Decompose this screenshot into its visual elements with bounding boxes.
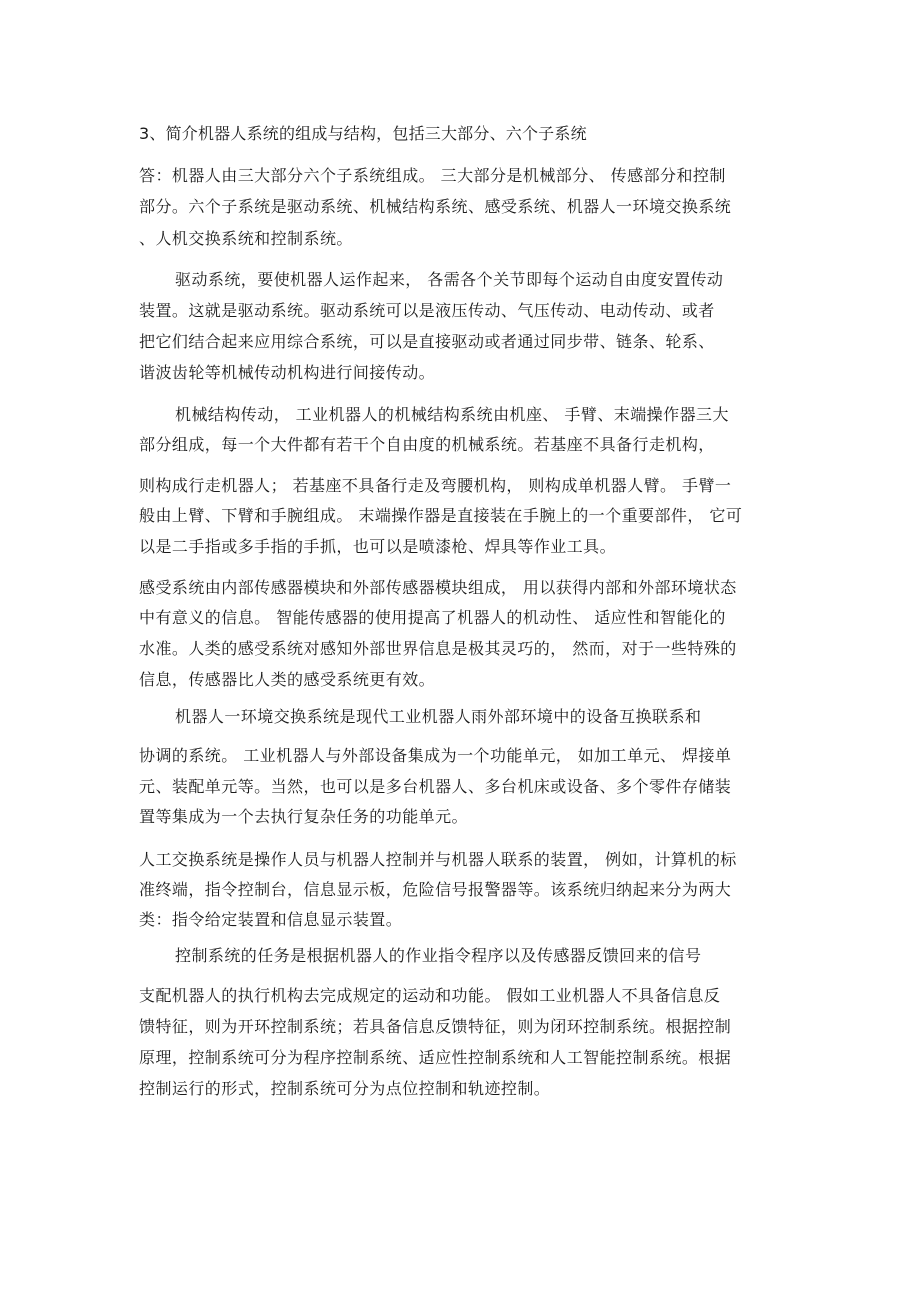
control-system-line-4: 原理，控制系统可分为程序控制系统、适应性控制系统和人工智能控制系统。根据 bbox=[139, 1048, 732, 1067]
mechanical-structure-line-5: 以是二手指或多手指的手抓，也可以是喷漆枪、焊具等作业工具。 bbox=[139, 537, 617, 556]
drive-system-line-2: 装置。这就是驱动系统。驱动系统可以是液压传动、气压传动、电动传动、或者 bbox=[139, 301, 715, 320]
human-machine-exchange-line-1: 人工交换系统是操作人员与机器人控制并与机器人联系的装置， 例如，计算机的标 bbox=[139, 850, 737, 869]
sensing-system-line-3: 水准。人类的感受系统对感知外部世界信息是极其灵巧的， 然而，对于一些特殊的 bbox=[139, 639, 737, 658]
environment-exchange-line-4: 置等集成为一个去执行复杂任务的功能单元。 bbox=[139, 807, 469, 826]
control-system-line-2: 支配机器人的执行机构去完成规定的运动和功能。 假如工业机器人不具备信息反 bbox=[139, 986, 721, 1005]
mechanical-structure-line-4: 般由上臂、下臂和手腕组成。 末端操作器是直接装在手腕上的一个重要部件， 它可 bbox=[139, 506, 743, 525]
drive-system-line-1: 驱动系统，要使机器人运作起来， 各需各个关节即每个运动自由度安置传动 bbox=[175, 270, 724, 289]
mechanical-structure-line-3: 则构成行走机器人； 若基座不具备行走及弯腰机构， 则构成单机器人臂。 手臂一 bbox=[139, 476, 732, 495]
human-machine-exchange-line-3: 类：指令给定装置和信息显示装置。 bbox=[139, 910, 403, 929]
answer-line-2: 部分。六个子系统是驱动系统、机械结构系统、感受系统、机器人一环境交换系统 bbox=[139, 197, 732, 216]
mechanical-structure-line-2: 部分组成，每一个大件都有若干个自由度的机械系统。若基座不具备行走机构， bbox=[139, 435, 715, 454]
answer-line-3: 、人机交换系统和控制系统。 bbox=[139, 229, 353, 248]
environment-exchange-line-1: 机器人一环境交换系统是现代工业机器人雨外部环境中的设备互换联系和 bbox=[175, 707, 702, 726]
environment-exchange-line-2: 协调的系统。 工业机器人与外部设备集成为一个功能单元， 如加工单元、 焊接单 bbox=[139, 746, 732, 765]
environment-exchange-line-3: 元、装配单元等。当然，也可以是多台机器人、多台机床或设备、多个零件存储装 bbox=[139, 777, 732, 796]
control-system-line-5: 控制运行的形式，控制系统可分为点位控制和轨迹控制。 bbox=[139, 1079, 551, 1098]
mechanical-structure-line-1: 机械结构传动， 工业机器人的机械结构系统由机座、 手臂、末端操作器三大 bbox=[175, 405, 729, 424]
question-heading: 3、简介机器人系统的组成与结构，包括三大部分、六个子系统 bbox=[139, 124, 587, 143]
sensing-system-line-2: 中有意义的信息。 智能传感器的使用提高了机器人的机动性、 适应性和智能化的 bbox=[139, 608, 726, 627]
answer-line-1: 答：机器人由三大部分六个子系统组成。 三大部分是机械部分、 传感部分和控制 bbox=[139, 166, 726, 185]
drive-system-line-3: 把它们结合起来应用综合系统，可以是直接驱动或者通过同步带、链条、轮系、 bbox=[139, 332, 715, 351]
drive-system-line-4: 谐波齿轮等机械传动机构进行间接传动。 bbox=[139, 363, 436, 382]
human-machine-exchange-line-2: 准终端，指令控制台，信息显示板，危险信号报警器等。该系统归纳起来分为两大 bbox=[139, 880, 732, 899]
control-system-line-1: 控制系统的任务是根据机器人的作业指令程序以及传感器反馈回来的信号 bbox=[175, 946, 702, 965]
sensing-system-line-1: 感受系统由内部传感器模块和外部传感器模块组成， 用以获得内部和外部环境状态 bbox=[139, 578, 737, 597]
control-system-line-3: 馈特征，则为开环控制系统；若具备信息反馈特征，则为闭环控制系统。根据控制 bbox=[139, 1017, 732, 1036]
sensing-system-line-4: 信息，传感器比人类的感受系统更有效。 bbox=[139, 670, 436, 689]
